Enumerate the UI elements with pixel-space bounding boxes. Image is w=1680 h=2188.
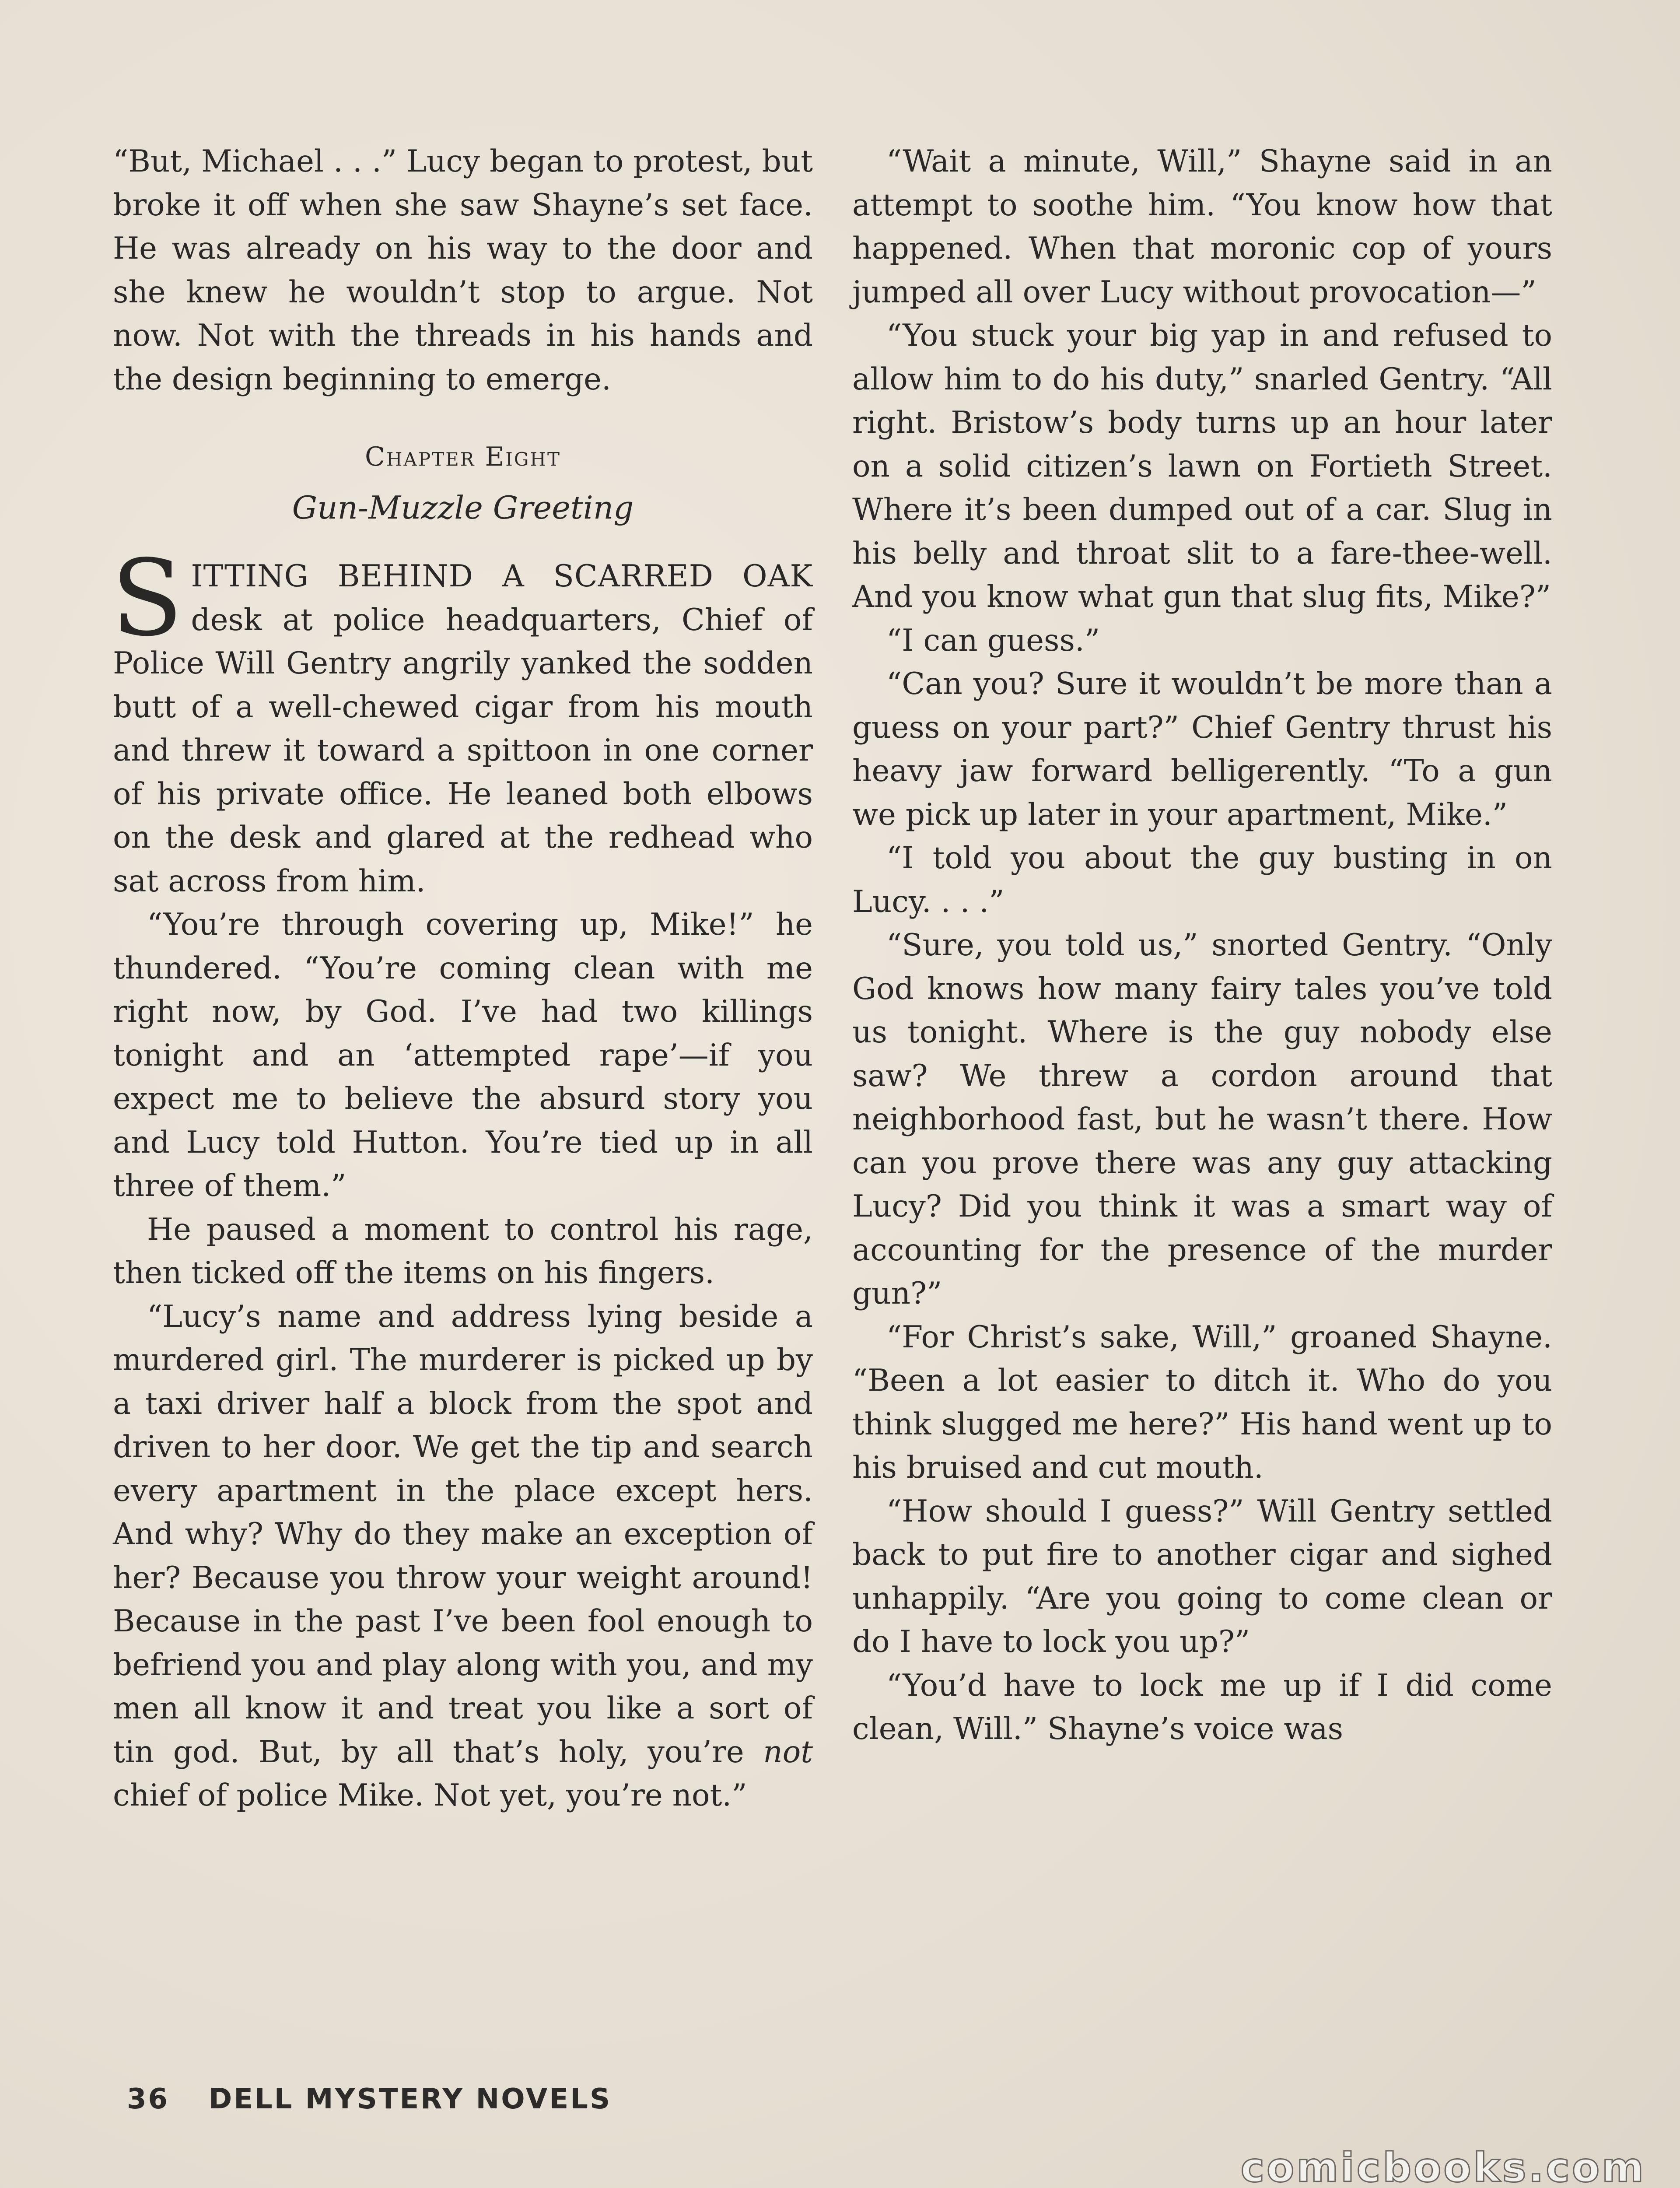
- paragraph: “Sure, you told us,” snorted Gentry. “Only God knows how many fairy tales you’ve told us tonight. Where is the guy nobody else saw? We threw a cordon around that neighborhood fast, but he wasn’t there. How can you prove there was any guy attacking Lucy? Did you think it was a smart way of accounting for the presence of the murder gun?”: [852, 928, 1552, 1311]
- paragraph: “I told you about the guy busting in on Lucy. . . .”: [852, 841, 1552, 919]
- paragraph: “But, Michael . . .” Lucy began to protest, but broke it off when she saw Shayne’s set face. He was already on his way to the door and she knew he wouldn’t stop to argue. Not now. Not with the threads in his hands and the design beginning to emerge.: [113, 144, 813, 397]
- right-text-column: [852, 140, 1552, 1751]
- drop-cap: S: [111, 537, 183, 659]
- paragraph: “You stuck your big yap in and refused to allow him to do his duty,” snarled Gentry. “All right. Bristow’s body turns up an hour later on a solid citizen’s lawn on Fortieth Street. Where it’s been dumped out of a car. Slug in his belly and throat slit to a fare-thee-well. And you know what gun that slug fits, Mike?”: [852, 318, 1552, 614]
- chapter-opening-paragraph: [111, 537, 813, 903]
- paragraph: “You’re through covering up, Mike!” he thundered. “You’re coming clean with me right now, by God. I’ve had two killings tonight and an ‘attempted rape’—if you expect me to believe the absurd story you and Lucy told Hutton. You’re tied up in all three of them.”: [113, 907, 813, 1203]
- chapter-title: Gun-Muzzle Greeting: [292, 489, 634, 526]
- paragraph: “I can guess.”: [886, 623, 1100, 658]
- paragraph: “Can you? Sure it wouldn’t be more than a guess on your part?” Chief Gentry thrust his heavy jaw forward belligerently. “To a gun we pick up later in your apartment, Mike.”: [852, 666, 1552, 832]
- paragraph: “Wait a minute, Will,” Shayne said in an attempt to soothe him. “You know how that happened. When that moronic cop of yours jumped all over Lucy without provocation—”: [852, 144, 1552, 310]
- paragraph-text: “Lucy’s name and address lying beside a murdered girl. The murderer is picked up by a taxi driver half a block from the spot and driven to her door. We get the tip and search every apartment in the place except hers. And why? Why do they make an exception of her? Because you throw your weight around! Because in the past I’ve been fool enough to befriend you and play along with you, and my men all know it and treat you like a sort of tin god. But, by all that’s holy, you’re: [113, 1299, 813, 1770]
- publication-name: DELL MYSTERY NOVELS: [209, 2083, 612, 2115]
- page-footer: [127, 2083, 612, 2115]
- paragraph: “You’d have to lock me up if I did come clean, Will.” Shayne’s voice was: [852, 1668, 1552, 1746]
- page-number: 36: [127, 2083, 170, 2115]
- paragraph: “How should I guess?” Will Gentry settled back to put fire to another cigar and sighed unhappily. “Are you going to come clean or do I have to lock you up?”: [852, 1494, 1552, 1659]
- left-text-column: [113, 140, 813, 1818]
- paragraph: “For Christ’s sake, Will,” groaned Shayne. “Been a lot easier to ditch it. Who do you think slugged me here?” His hand went up to his bruised and cut mouth.: [852, 1319, 1552, 1485]
- paragraph-text: chief of police Mike. Not yet, you’re not.”: [113, 1778, 747, 1813]
- emphasized-word: not: [763, 1734, 813, 1770]
- opening-lead-in: ITTING BEHIND A SCARRED OAK: [191, 559, 813, 594]
- opening-text: desk at police headquarters, Chief of Police Will Gentry angrily yanked the sodden butt of a well-chewed cigar from his mouth and threw it toward a spittoon in one corner of his private office. He leaned both elbows on the desk and glared at the redhead who sat across from him.: [113, 602, 813, 899]
- paragraph: [113, 1295, 813, 1818]
- paragraph: He paused a moment to control his rage, then ticked off the items on his fingers.: [113, 1212, 813, 1290]
- watermark: comicbooks.com: [1240, 2144, 1646, 2188]
- chapter-heading: Chapter Eight: [364, 442, 561, 472]
